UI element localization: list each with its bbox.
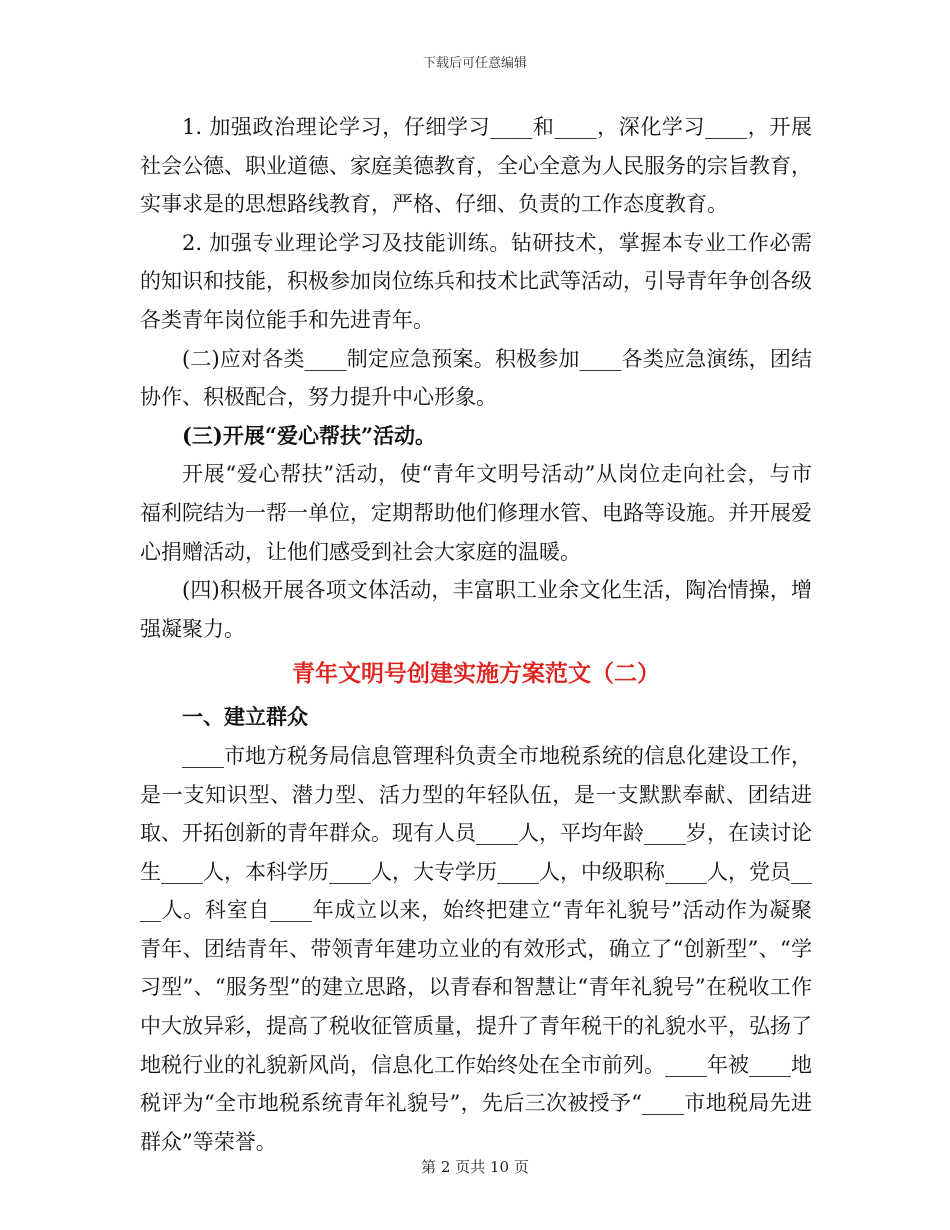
paragraph-professional-study: 2. 加强专业理论学习及技能训练。钻研技术，掌握本专业工作必需的知识和技能，积极参加岗位练兵和技术比武等活动，引导青年争创各级各类青年岗位能手和先进青年。	[140, 230, 812, 332]
document-body	[140, 108, 812, 1161]
paragraph-care-activity: 开展“爱心帮扶”活动，使“青年文明号活动”从岗位走向社会，与市福利院结为一帮一单位，定期帮助他们修理水管、电路等设施。并开展爱心捐赠活动，让他们感受到社会大家庭的温暖。	[140, 462, 812, 564]
paragraph-group-description: ____市地方税务局信息管理科负责全市地税系统的信息化建设工作，是一支知识型、潜力型、活力型的年轻队伍，是一支默默奉献、团结进取、开拓创新的青年群众。现有人员____人，平均年龄____岁，在读讨论生____人，本科学历____人，大专学历____人，中级职称____人，党员____人。科室自____年成立以来，始终把建立“青年礼貌号”活动作为凝聚青年、团结青年、带领青年建功立业的有效形式，确立了“创新型”、“学习型”、“服务型”的建立思路，以青春和智慧让“青年礼貌号”在税收工作中大放异彩，提高了税收征管质量，提升了青年税干的礼貌水平，弘扬了地税行业的礼貌新风尚，信息化工作始终处在全市前列。____年被____地税评为“全市地税系统青年礼貌号”，先后三次被授予“____市地税局先进群众”等荣誉。	[140, 743, 812, 1154]
section-title: 青年文明号创建实施方案范文（二）	[292, 660, 660, 688]
paragraph-cultural-activity: (四)积极开展各项文体活动，丰富职工业余文化生活，陶冶情操，增强凝聚力。	[140, 578, 812, 641]
heading-care-activity: (三)开展“爱心帮扶”活动。	[182, 422, 437, 448]
paragraph-political-study: 1. 加强政治理论学习，仔细学习____和____，深化学习____，开展社会公德、职业道德、家庭美德教育，全心全意为人民服务的宗旨教育，实事求是的思想路线教育，严格、仔细、负责的工作态度教育。	[140, 115, 812, 217]
heading-build-group: 一、建立群众	[182, 704, 308, 730]
paragraph-emergency-plan: (二)应对各类____制定应急预案。积极参加____各类应急演练，团结协作、积极配合，努力提升中心形象。	[140, 346, 812, 410]
header-note: 下载后可任意编辑	[422, 56, 527, 71]
page-number: 第 2 页共 10 页	[421, 1158, 529, 1176]
